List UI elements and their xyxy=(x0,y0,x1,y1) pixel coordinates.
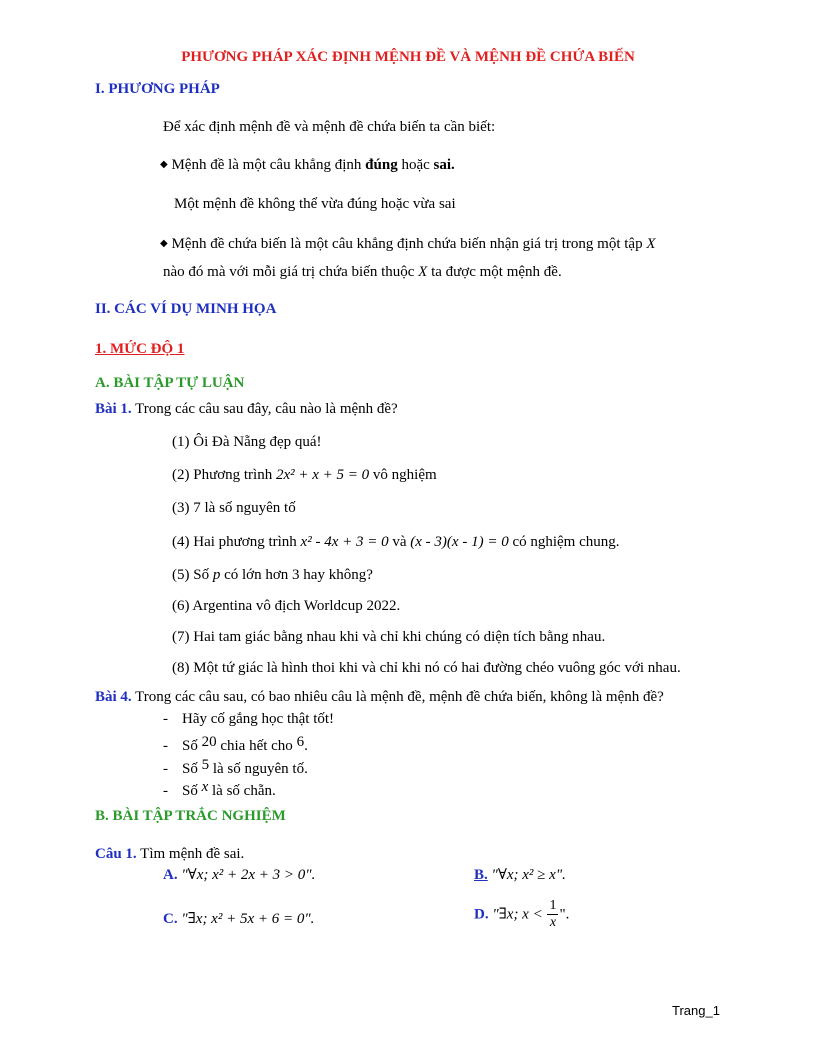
option-d[interactable] xyxy=(474,898,569,931)
statement-5-pre: (5) Số xyxy=(172,567,213,583)
bullet-2-line-2 xyxy=(163,263,562,281)
exercise-1-text: Trong các câu sau đây, câu nào là mệnh đề? xyxy=(131,401,398,417)
bullet-2-line-1 xyxy=(160,235,656,253)
fraction-denominator: x xyxy=(549,915,557,931)
option-b[interactable] xyxy=(474,866,566,884)
part-a-heading: A. BÀI TẬP TỰ LUẬN xyxy=(95,375,245,391)
exercise-4-label: Bài 4. xyxy=(95,689,132,705)
set-x-symbol: X xyxy=(646,236,656,252)
statement-2-post: vô nghiệm xyxy=(369,467,437,483)
statement-2 xyxy=(172,466,437,484)
option-d-post: ". xyxy=(559,906,570,923)
section-heading-examples: II. CÁC VÍ DỤ MINH HỌA xyxy=(95,301,277,317)
option-d-label: D. xyxy=(474,906,489,923)
bullet-2-text: Mệnh đề chứa biến là một câu khẳng định chứa biến nhận giá trị trong một tập xyxy=(171,236,647,252)
number-6: 6 xyxy=(296,734,305,750)
option-c-text: "∃x; x² + 5x + 6 = 0". xyxy=(181,911,315,927)
statement-5-post: có lớn hơn 3 hay không? xyxy=(220,567,373,583)
option-a[interactable] xyxy=(163,866,315,884)
statement-5 xyxy=(172,566,373,584)
option-c[interactable] xyxy=(163,910,314,928)
dash-marker: - xyxy=(163,738,168,754)
statement-7: (7) Hai tam giác bằng nhau khi và chỉ khi chúng có diện tích bằng nhau. xyxy=(172,629,606,645)
question-1-prompt xyxy=(95,845,244,863)
bullet-1-note: Một mệnh đề không thể vừa đúng hoặc vừa sai xyxy=(174,196,456,212)
diamond-bullet-icon: ◆ xyxy=(160,238,168,249)
equation-quadratic: x² - 4x + 3 = 0 xyxy=(300,534,389,550)
dash-item-3-a: Số xyxy=(182,761,202,777)
variable-x: x xyxy=(201,779,209,795)
equation-2x2: 2x² + x + 5 = 0 xyxy=(275,467,370,483)
dash-marker: - xyxy=(163,761,168,777)
exercise-1-label: Bài 1. xyxy=(95,401,132,417)
option-d-pre: "∃x; x < xyxy=(492,906,547,923)
section-heading-method: I. PHƯƠNG PHÁP xyxy=(95,81,220,97)
page-title: PHƯƠNG PHÁP XÁC ĐỊNH MỆNH ĐỀ VÀ MỆNH ĐỀ CHỨA BIẾN xyxy=(181,49,635,65)
exercise-4-prompt xyxy=(95,688,664,706)
statement-2-pre: (2) Phương trình xyxy=(172,467,276,483)
number-20: 20 xyxy=(201,734,217,750)
statement-8: (8) Một tứ giác là hình thoi khi và chỉ khi nó có hai đường chéo vuông góc với nhau. xyxy=(172,660,681,676)
set-x-symbol: X xyxy=(418,264,428,280)
dash-item-1 xyxy=(163,710,334,728)
option-a-text: "∀x; x² + 2x + 3 > 0". xyxy=(181,867,316,883)
dash-marker: - xyxy=(163,711,168,727)
dash-item-3 xyxy=(163,756,308,778)
statement-4 xyxy=(172,533,620,551)
dash-item-3-b: là số nguyên tố. xyxy=(209,761,308,777)
method-intro: Để xác định mệnh đề và mệnh đề chứa biến ta cần biết: xyxy=(163,119,496,135)
option-b-text: "∀x; x² ≥ x". xyxy=(491,867,566,883)
dash-marker: - xyxy=(163,783,168,799)
number-5: 5 xyxy=(201,757,210,773)
bullet-2-line-2a: nào đó mà với mỗi giá trị chứa biến thuộc xyxy=(163,264,419,280)
statement-6: (6) Argentina vô địch Worldcup 2022. xyxy=(172,598,401,614)
statement-4-post: có nghiệm chung. xyxy=(508,534,620,550)
statement-3: (3) 7 là số nguyên tố xyxy=(172,500,296,516)
variable-p: p xyxy=(212,567,221,583)
dash-item-2-a: Số xyxy=(182,738,202,754)
exercise-1-prompt xyxy=(95,400,398,418)
option-c-label: C. xyxy=(163,911,178,927)
bullet-1 xyxy=(160,156,455,174)
equation-factored: (x - 3)(x - 1) = 0 xyxy=(410,534,509,550)
dash-item-4-b: là số chẵn. xyxy=(208,783,276,799)
dash-item-4 xyxy=(163,778,276,800)
bullet-1-text: Mệnh đề là một câu khẳng định xyxy=(171,157,366,173)
option-b-label: B. xyxy=(474,867,488,883)
bullet-1-bold-false: sai. xyxy=(433,157,455,173)
bullet-1-mid: hoặc xyxy=(397,157,434,173)
statement-4-mid: và xyxy=(388,534,411,550)
statement-4-pre: (4) Hai phương trình xyxy=(172,534,301,550)
bullet-2-line-2b: ta được một mệnh đề. xyxy=(427,264,562,280)
fraction-numerator: 1 xyxy=(547,898,558,915)
statement-1: (1) Ôi Đà Nẵng đẹp quá! xyxy=(172,434,322,450)
level-heading: 1. MỨC ĐỘ 1 xyxy=(95,341,185,357)
fraction-one-over-x xyxy=(547,898,558,931)
dash-item-4-a: Số xyxy=(182,783,202,799)
dash-item-2 xyxy=(163,733,308,755)
exercise-4-text: Trong các câu sau, có bao nhiêu câu là mệnh đề, mệnh đề chứa biến, không là mệnh đề? xyxy=(131,689,664,705)
page-number: Trang_1 xyxy=(672,1003,720,1018)
option-a-label: A. xyxy=(163,867,178,883)
dash-item-2-b: chia hết cho xyxy=(216,738,297,754)
dash-item-2-c: . xyxy=(304,738,308,754)
question-1-text: Tìm mệnh đề sai. xyxy=(136,846,245,862)
part-b-heading: B. BÀI TẬP TRẮC NGHIỆM xyxy=(95,808,286,824)
diamond-bullet-icon: ◆ xyxy=(160,159,168,170)
bullet-1-bold-true: đúng xyxy=(365,157,398,173)
question-1-label: Câu 1. xyxy=(95,846,137,862)
dash-item-1-text: Hãy cố gắng học thật tốt! xyxy=(182,711,335,727)
